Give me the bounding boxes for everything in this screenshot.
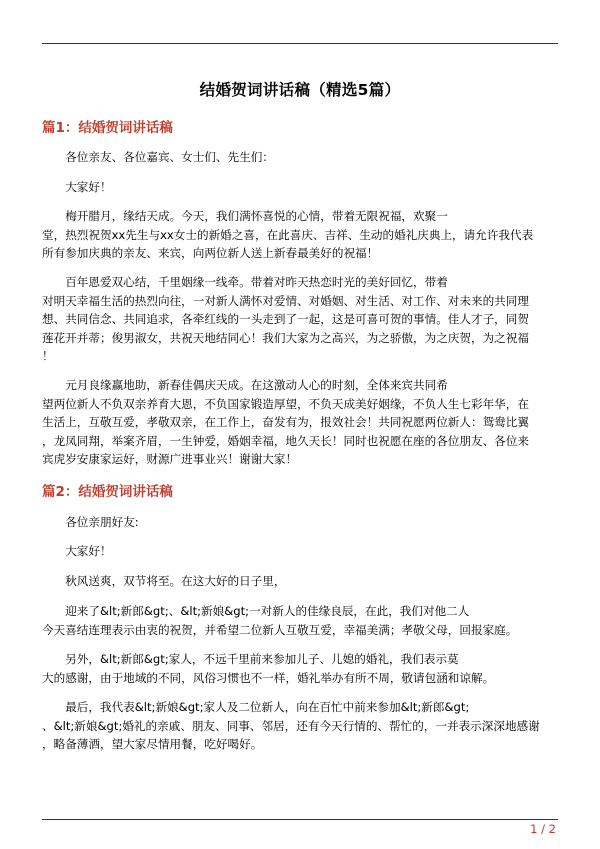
section-1-heading: 篇1：结婚贺词讲话稿 [42, 120, 173, 136]
paragraph: 大家好！ [42, 544, 112, 558]
paragraph: 梅开腊月，缘结天成。今天，我们满怀喜悦的心情，带着无限祝福，欢聚一 堂，热烈祝贺xx先生与xx女士的新婚之喜，在此喜庆、吉祥、生动的婚礼庆典上，请允许我代表 所有参加庆典的亲友、来宾，向两位新人送上新春最美好的祝福！ [42, 209, 534, 260]
section-2-heading: 篇2：结婚贺词讲话稿 [42, 484, 173, 500]
document-title: 结婚贺词讲话稿（精选5篇） [199, 81, 401, 99]
paragraph: 元月良缘赢地助，新春佳偶庆天成。在这激动人心的时刻，全体来宾共同希 望两位新人不负双亲养育大恩，不负国家锻造厚望，不负天成美好姻缘，不负人生七彩年华，在 生活上，互敬互爱，孝敬双亲，在工作上，奋发有为，报效社会！共同祝愿两位新人：鸳鸯比翼 ，龙凤同翔，举案齐眉，一生钟爱，婚姻幸福，地久天长！同时也祝愿在座的各位朋友、各位来 宾虎岁安康家运好，财源广进事业兴！谢谢大家！ [42, 378, 529, 466]
paragraph: 各位亲朋好友: [42, 515, 139, 529]
bottom-rule [42, 819, 558, 820]
paragraph: 秋风送爽，双节将至。在这大好的日子里， [42, 574, 286, 588]
page-indicator: 1 / 2 [530, 822, 556, 836]
paragraph: 各位亲友、各位嘉宾、女士们、先生们： [42, 150, 274, 164]
top-rule [42, 43, 558, 44]
paragraph: 迎来了&lt;新郎&gt;、&lt;新娘&gt;一对新人的佳缘良辰，在此，我们对他二人 今天喜结连理表示由衷的祝贺，并希望二位新人互敬互爱，幸福美满；孝敬父母，回报家庭。 [42, 604, 518, 637]
paragraph: 另外，&lt;新郎&gt;家人，不远千里前来参加儿子、儿媳的婚礼，我们表示莫 大的感谢，由于地域的不同，风俗习惯也不一样，婚礼举办有所不周，敬请包涵和谅解。 [42, 652, 495, 685]
paragraph: 大家好！ [42, 180, 112, 194]
paragraph: 百年恩爱双心结，千里姻缘一线牵。带着对昨天热恋时光的美好回忆，带着 对明天幸福生活的热烈向往，一对新人满怀对爱情、对婚姻、对生活、对工作、对未来的共同理 想、共同信念、共同追求，各牵红线的一头走到了一起，这是可喜可贺的事情。佳人才子，同贺 莲花开并蒂；俊男淑女，共祝天地结同心！我们大家为之高兴，为之骄傲，为之庆贺，为之祝福 ！ [42, 275, 529, 363]
paragraph: 最后，我代表&lt;新娘&gt;家人及二位新人，向在百忙中前来参加&lt;新郎&gt; 、&lt;新娘&gt;婚礼的亲戚、朋友、同事、邻居，还有今天行情的、帮忙的，一并表示深深地感谢 ，略备薄酒，望大家尽情用餐，吃好喝好。 [42, 700, 540, 751]
